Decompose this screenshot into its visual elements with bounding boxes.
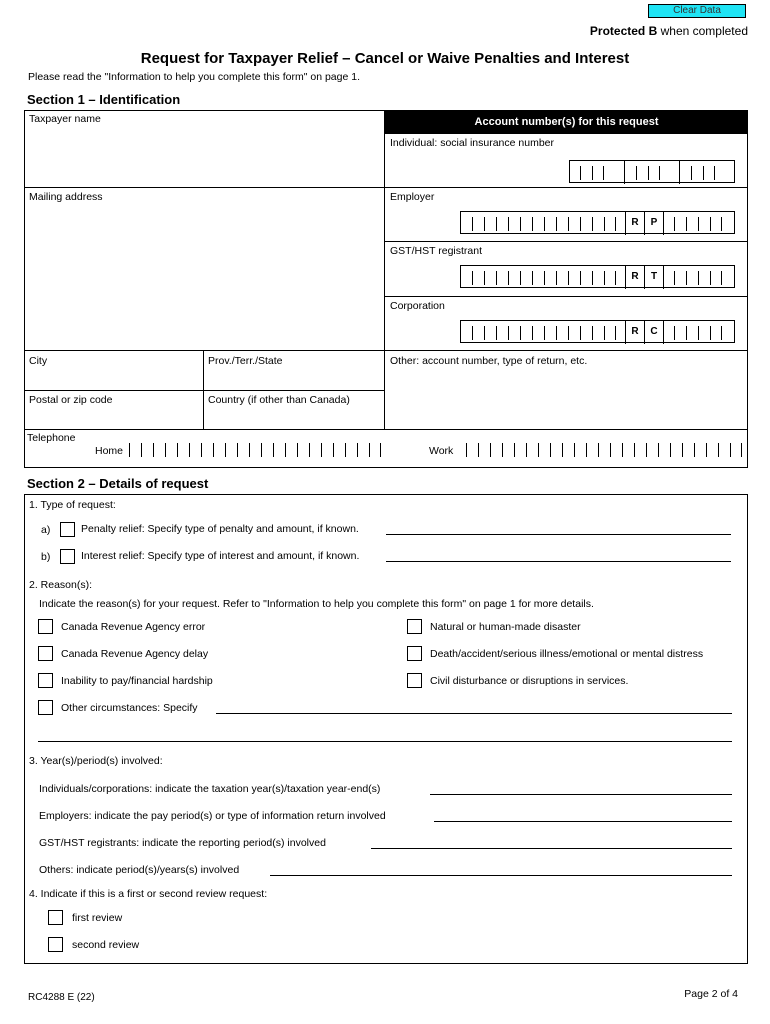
q2-label: 2. Reason(s): xyxy=(29,579,93,591)
civil-disturbance-checkbox[interactable] xyxy=(407,673,422,688)
home-phone-field[interactable] xyxy=(129,443,381,457)
period-others-label: Others: indicate period(s)/years(s) involved xyxy=(39,864,240,876)
period-gst-field[interactable] xyxy=(371,848,732,849)
mailing-address-field[interactable] xyxy=(26,205,382,347)
death-illness-label: Death/accident/serious illness/emotional or mental distress xyxy=(430,648,704,660)
rt-code-r: R xyxy=(626,266,645,289)
cra-delay-label: Canada Revenue Agency delay xyxy=(61,648,209,660)
inability-to-pay-checkbox[interactable] xyxy=(38,673,53,688)
account-numbers-heading: Account number(s) for this request xyxy=(385,111,748,134)
q2-note: Indicate the reason(s) for your request. Refer to "Information to help you complete this form" on page 1 for more details. xyxy=(39,598,594,610)
interest-relief-label: Interest relief: Specify type of interest and amount, if known. xyxy=(81,550,360,562)
clear-data-button[interactable]: Clear Data xyxy=(648,4,746,18)
page-title: Request for Taxpayer Relief – Cancel or Waive Penalties and Interest xyxy=(140,50,630,67)
a-letter: a) xyxy=(41,524,51,536)
protected-label: Protected B when completed xyxy=(589,24,748,38)
home-label: Home xyxy=(95,445,124,457)
disaster-checkbox[interactable] xyxy=(407,619,422,634)
interest-relief-field[interactable] xyxy=(386,561,731,562)
period-others-field[interactable] xyxy=(270,875,732,876)
rp-code-p: P xyxy=(645,212,664,235)
mailing-address-label: Mailing address xyxy=(29,191,103,203)
cra-error-label: Canada Revenue Agency error xyxy=(61,621,206,633)
other-circumstances-label: Other circumstances: Specify xyxy=(61,702,198,714)
individual-sin-label: Individual: social insurance number xyxy=(390,137,555,149)
disaster-label: Natural or human-made disaster xyxy=(430,621,581,633)
taxpayer-name-field[interactable] xyxy=(26,128,382,184)
page-number: Page 2 of 4 xyxy=(684,988,738,1000)
second-review-checkbox[interactable] xyxy=(48,937,63,952)
q3-label: 3. Year(s)/period(s) involved: xyxy=(29,755,163,767)
rt-code-t: T xyxy=(645,266,664,289)
form-code: RC4288 E (22) xyxy=(28,992,95,1003)
postal-label: Postal or zip code xyxy=(29,394,113,406)
death-illness-checkbox[interactable] xyxy=(407,646,422,661)
intro-text: Please read the "Information to help you complete this form" on page 1. xyxy=(28,71,360,83)
rc-code-c: C xyxy=(645,321,664,344)
taxpayer-name-label: Taxpayer name xyxy=(29,113,101,125)
section1-heading: Section 1 – Identification xyxy=(27,92,181,107)
period-individuals-field[interactable] xyxy=(430,794,732,795)
work-label: Work xyxy=(429,445,454,457)
other-circumstances-field[interactable] xyxy=(216,713,732,714)
country-label: Country (if other than Canada) xyxy=(208,394,350,406)
penalty-relief-checkbox[interactable] xyxy=(60,522,75,537)
prov-label: Prov./Terr./State xyxy=(208,355,283,367)
work-phone-field[interactable] xyxy=(466,443,742,457)
other-account-label: Other: account number, type of return, etc. xyxy=(390,355,588,367)
corporation-label: Corporation xyxy=(390,300,445,312)
q1-label: 1. Type of request: xyxy=(29,499,116,511)
b-letter: b) xyxy=(41,551,51,563)
period-employers-label: Employers: indicate the pay period(s) or type of information return involved xyxy=(39,810,386,822)
period-employers-field[interactable] xyxy=(434,821,732,822)
rp-code-r: R xyxy=(626,212,645,235)
penalty-relief-label: Penalty relief: Specify type of penalty and amount, if known. xyxy=(81,523,359,535)
first-review-checkbox[interactable] xyxy=(48,910,63,925)
section2-heading: Section 2 – Details of request xyxy=(27,476,209,491)
other-circumstances-field-2[interactable] xyxy=(38,741,732,742)
rc-code-r: R xyxy=(626,321,645,344)
interest-relief-checkbox[interactable] xyxy=(60,549,75,564)
first-review-label: first review xyxy=(72,912,123,924)
telephone-label: Telephone xyxy=(27,432,76,444)
employer-label: Employer xyxy=(390,191,435,203)
civil-disturbance-label: Civil disturbance or disruptions in services. xyxy=(430,675,629,687)
cra-delay-checkbox[interactable] xyxy=(38,646,53,661)
q4-label: 4. Indicate if this is a first or second review request: xyxy=(29,888,268,900)
cra-error-checkbox[interactable] xyxy=(38,619,53,634)
penalty-relief-field[interactable] xyxy=(386,534,731,535)
second-review-label: second review xyxy=(72,939,140,951)
inability-to-pay-label: Inability to pay/financial hardship xyxy=(61,675,213,687)
city-label: City xyxy=(29,355,48,367)
other-circumstances-checkbox[interactable] xyxy=(38,700,53,715)
gst-label: GST/HST registrant xyxy=(390,245,482,257)
period-individuals-label: Individuals/corporations: indicate the taxation year(s)/taxation year-end(s) xyxy=(39,783,381,795)
period-gst-label: GST/HST registrants: indicate the reporting period(s) involved xyxy=(39,837,326,849)
